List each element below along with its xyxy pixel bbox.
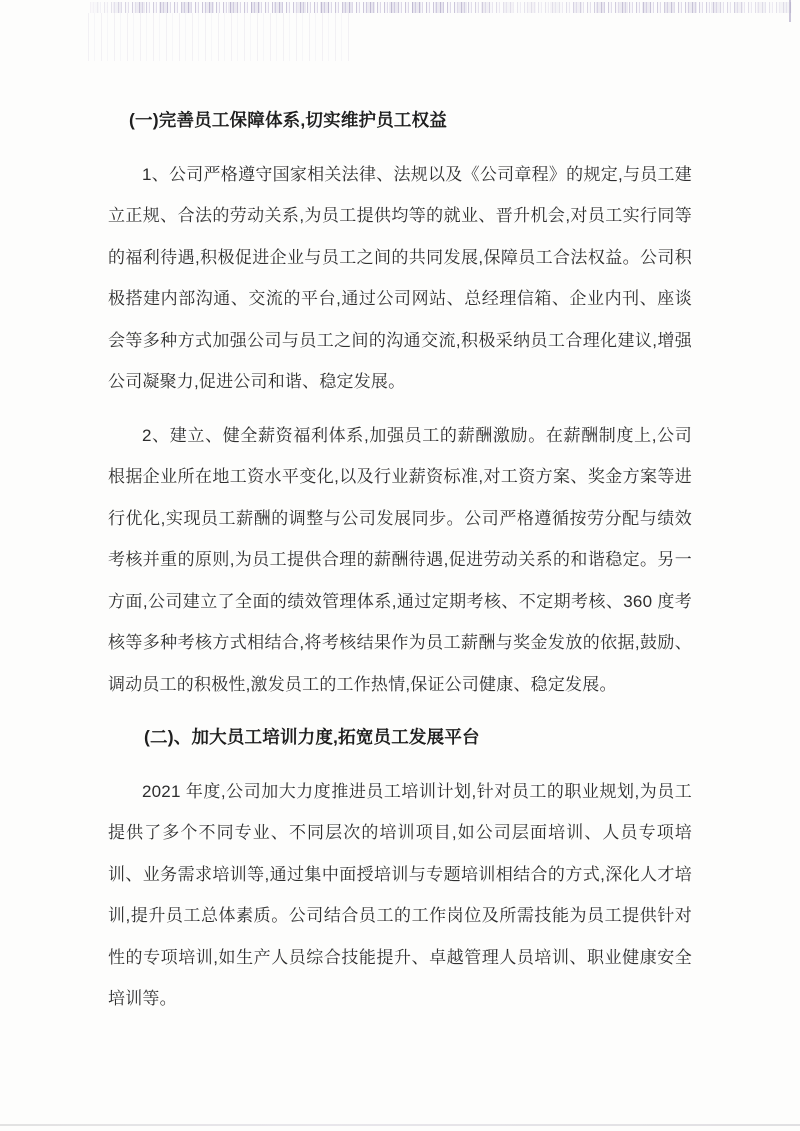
scan-bottom-edge-line <box>0 1124 800 1126</box>
document-content <box>108 100 692 1020</box>
section-heading-employee-protection: (一)完善员工保障体系,切实维护员工权益 <box>129 110 448 130</box>
paragraph-salary-welfare: 2、建立、健全薪资福利体系,加强员工的薪酬激励。在薪酬制度上,公司根据企业所在地工资水平变化,以及行业薪资标准,对工资方案、奖金方案等进行优化,实现员工薪酬的调整与公司发展同步。公司严格遵循按劳分配与绩效考核并重的原则,为员工提供合理的薪酬待遇,促进劳动关系的和谐稳定。另一方面,公司建立了全面的绩效管理体系,通过定期考核、不定期考核、360 度考核等多种考核方式相结合,将考核结果作为员工薪酬与奖金发放的依据,鼓励、调动员工的积极性,激发员工的工作热情,保证公司健康、稳定发展。 <box>108 425 692 694</box>
scan-edge-mark <box>789 0 791 22</box>
scan-noise-streaks <box>88 13 353 61</box>
scan-noise-band-top <box>90 2 792 13</box>
section-heading-employee-training: (二)、加大员工培训力度,拓宽员工发展平台 <box>144 727 480 747</box>
paragraph-training-programs: 2021 年度,公司加大力度推进员工培训计划,针对员工的职业规划,为员工提供了多个不同专业、不同层次的培训项目,如公司层面培训、人员专项培训、业务需求培训等,通过集中面授培训与专题培训相结合的方式,深化人才培训,提升员工总体素质。公司结合员工的工作岗位及所需技能为员工提供针对性的专项培训,如生产人员综合技能提升、卓越管理人员培训、职业健康安全培训等。 <box>108 781 692 1008</box>
paragraph-labor-relations: 1、公司严格遵守国家相关法律、法规以及《公司章程》的规定,与员工建立正规、合法的劳动关系,为员工提供均等的就业、晋升机会,对员工实行同等的福利待遇,积极促进企业与员工之间的共同发展,保障员工合法权益。公司积极搭建内部沟通、交流的平台,通过公司网站、总经理信箱、企业内刊、座谈会等多种方式加强公司与员工之间的沟通交流,积极采纳员工合理化建议,增强公司凝聚力,促进公司和谐、稳定发展。 <box>108 164 692 391</box>
